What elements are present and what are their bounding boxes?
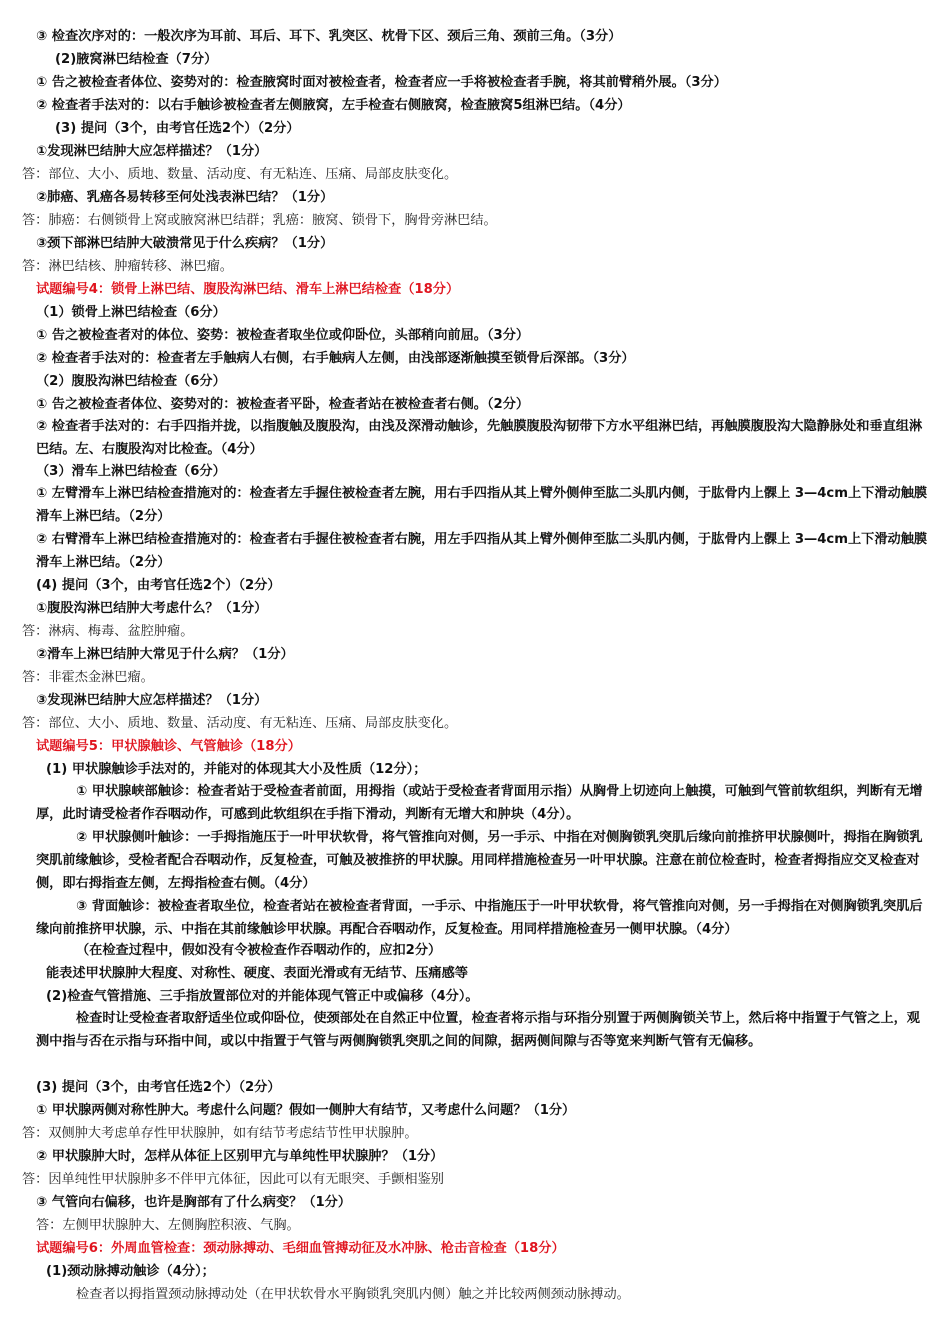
answer-line: 答：部位、大小、质地、数量、活动度、有无粘连、压痛、局部皮肤变化。 — [22, 167, 458, 182]
text-line: (1)颈动脉搏动触诊（4分）； — [46, 1264, 215, 1279]
text-line: (3) 提问（3个，由考官任选2个）（2分） — [55, 121, 300, 136]
answer-line: 答：淋巴结核、肿瘤转移、淋巴瘤。 — [22, 259, 233, 274]
paragraph: ② 甲状腺侧叶触诊：一手拇指施压于一叶甲状软骨，将气管推向对侧，另一手示、中指在对侧胸锁乳突肌后缘向前推挤甲状腺侧叶，拇指在胸锁乳突肌前缘触诊，受检者配合吞咽动作，反复检查，可触及被推挤的甲状腺。用同样措施检查另一叶甲状腺。注意在前位检查时，检查者拇指应交叉检查对侧，即右拇指查左侧，左拇指检查右侧。（4分） — [36, 830, 923, 891]
text-line: ③颈下部淋巴结肿大破溃常见于什么疾病？（1分） — [36, 236, 334, 251]
paragraph: 检查时让受检查者取舒适坐位或仰卧位，使颈部处在自然正中位置，检查者将示指与环指分别置于两侧胸锁关节上，然后将中指置于气管之上，观测中指与否在示指与环指中间，或以中指置于气管与两侧胸锁乳突肌之间的间隙，据两侧间隙与否等宽来判断气管有无偏移。 — [36, 1011, 920, 1049]
text-line: ② 甲状腺肿大时，怎样从体征上区别甲亢与单纯性甲状腺肿？（1分） — [36, 1149, 444, 1164]
text-line: ②滑车上淋巴结肿大常见于什么病？（1分） — [36, 647, 294, 662]
paragraph: ② 检查者手法对的：右手四指并拢，以指腹触及腹股沟，由浅及深滑动触诊，先触膜腹股沟韧带下方水平组淋巴结，再触膜腹股沟大隐静脉处和垂直组淋巴结。左、右腹股沟对比检查。（4分） — [36, 419, 923, 457]
paragraph: ② 右臂滑车上淋巴结检查措施对的：检查者右手握住被检查者右腕，用左手四指从其上臂外侧伸至肱二头肌内侧，于肱骨内上髁上 3—4cm上下滑动触膜滑车上淋巴结。（2分） — [36, 532, 928, 570]
answer-line: 答：肺癌：右侧锁骨上窝或腋窝淋巴结群；乳癌：腋窝、锁骨下，胸骨旁淋巴结。 — [22, 213, 497, 228]
text-line: (2)检查气管措施、三手指放置部位对的并能体现气管正中或偏移（4分）。 — [46, 989, 479, 1004]
answer-line: 答：淋病、梅毒、盆腔肿瘤。 — [22, 624, 194, 639]
text-line: ③发现淋巴结肿大应怎样描述？（1分） — [36, 693, 268, 708]
text-line: ① 告之被检查者体位、姿势对的：检查腋窝时面对被检查者，检查者应一手将被检查者手腕，将其前臂稍外展。（3分） — [36, 75, 727, 90]
text-line: ②肺癌、乳癌各易转移至何处浅表淋巴结？（1分） — [36, 190, 334, 205]
text-line: ① 告之被检查者对的体位、姿势：被检查者取坐位或仰卧位，头部稍向前屈。（3分） — [36, 328, 530, 343]
text-line: （在检查过程中，假如没有令被检查作吞咽动作的，应扣2分） — [76, 943, 442, 958]
question-heading: 试题编号5：甲状腺触诊、气管触诊（18分） — [36, 739, 301, 754]
text-line: ③ 检查次序对的：一般次序为耳前、耳后、耳下、乳突区、枕骨下区、颈后三角、颈前三角。（3分） — [36, 29, 622, 44]
paragraph: ① 甲状腺峡部触诊：检查者站于受检查者前面，用拇指（或站于受检查者背面用示指）从胸骨上切迹向上触摸，可触到气管前软组织，判断有无增厚，此时请受检者作吞咽动作，可感到此软组织在手指下滑动，判断有无增大和肿块（4分）。 — [36, 784, 923, 822]
text-line: （2）腹股沟淋巴结检查（6分） — [36, 374, 226, 389]
answer-line: 答：因单纯性甲状腺肿多不伴甲亢体征，因此可以有无眼突、手颤相鉴别 — [22, 1172, 444, 1187]
text-line: 能表述甲状腺肿大程度、对称性、硬度、表面光滑或有无结节、压痛感等 — [46, 966, 468, 981]
text-line: ③ 气管向右偏移，也许是胸部有了什么病变？（1分） — [36, 1195, 352, 1210]
answer-line: 答：左侧甲状腺肿大、左侧胸腔积液、气胸。 — [36, 1218, 300, 1233]
text-line: ①发现淋巴结肿大应怎样描述？（1分） — [36, 144, 268, 159]
paragraph: ③ 背面触诊：被检查者取坐位，检查者站在被检查者背面，一手示、中指施压于一叶甲状软骨，将气管推向对侧，另一手拇指在对侧胸锁乳突肌后缘向前推挤甲状腺，示、中指在其前缘触诊甲状腺。再配合吞咽动作，反复检查。用同样措施检查另一侧甲状腺。（4分） — [36, 899, 923, 937]
text-line: （1）锁骨上淋巴结检查（6分） — [36, 305, 226, 320]
text-line: (1) 甲状腺触诊手法对的，并能对的体现其大小及性质（12分）； — [46, 762, 427, 777]
text-line: (2)腋窝淋巴结检查（7分） — [55, 52, 218, 67]
text-line: ② 检查者手法对的：以右手触诊被检查者左侧腋窝，左手检查右侧腋窝，检查腋窝5组淋巴结。（4分） — [36, 98, 631, 113]
answer-line: 检查者以拇指置颈动脉搏动处（在甲状软骨水平胸锁乳突肌内侧）触之并比较两侧颈动脉搏动。 — [76, 1287, 630, 1302]
text-line: ① 告之被检查者体位、姿势对的：被检查者平卧，检查者站在被检查者右侧。（2分） — [36, 397, 530, 412]
text-line: ①腹股沟淋巴结肿大考虑什么？（1分） — [36, 601, 268, 616]
text-line: ② 检查者手法对的：检查者左手触病人右侧，右手触病人左侧，由浅部逐渐触摸至锁骨后深部。（3分） — [36, 351, 635, 366]
question-heading: 试题编号6：外周血管检查：颈动脉搏动、毛细血管搏动征及水冲脉、枪击音检查（18分） — [36, 1241, 565, 1256]
paragraph: ① 左臂滑车上淋巴结检查措施对的：检查者左手握住被检查者左腕，用右手四指从其上臂外侧伸至肱二头肌内侧，于肱骨内上髁上 3—4cm上下滑动触膜滑车上淋巴结。（2分） — [36, 486, 928, 524]
answer-line: 答：双侧肿大考虑单存性甲状腺肿，如有结节考虑结节性甲状腺肿。 — [22, 1126, 418, 1141]
text-line: （3）滑车上淋巴结检查（6分） — [36, 464, 226, 479]
answer-line: 答：非霍杰金淋巴瘤。 — [22, 670, 154, 685]
text-line: (4) 提问（3个，由考官任选2个）（2分） — [36, 578, 281, 593]
answer-line: 答：部位、大小、质地、数量、活动度、有无粘连、压痛、局部皮肤变化。 — [22, 716, 458, 731]
text-line: (3) 提问（3个，由考官任选2个）（2分） — [36, 1080, 281, 1095]
text-line: ① 甲状腺两侧对称性肿大。考虑什么问题？假如一侧肿大有结节，又考虑什么问题？（1分） — [36, 1103, 576, 1118]
question-heading: 试题编号4：锁骨上淋巴结、腹股沟淋巴结、滑车上淋巴结检查（18分） — [36, 282, 460, 297]
